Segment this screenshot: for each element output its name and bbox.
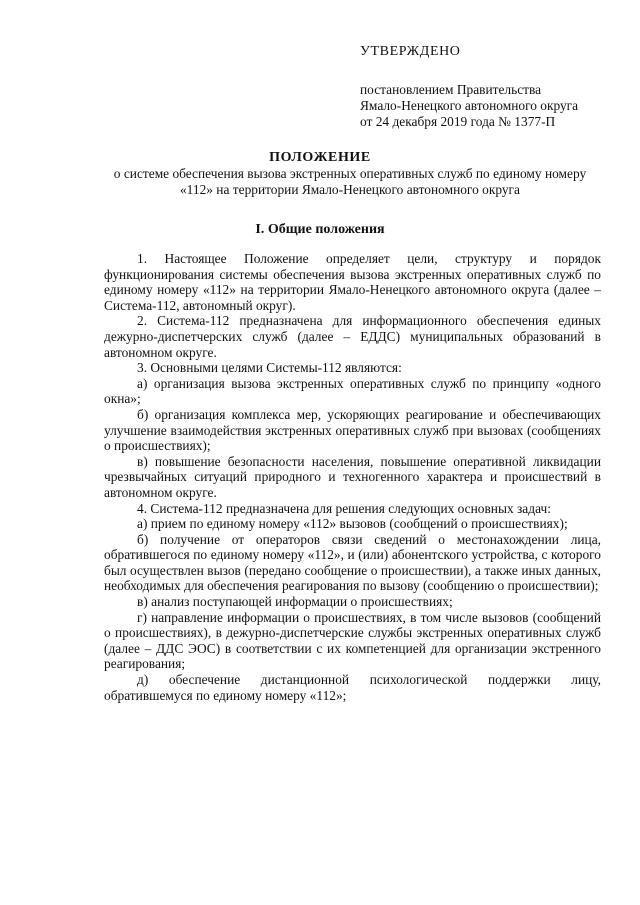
section-title: I. Общие положения — [255, 222, 385, 237]
paragraph: 1. Настоящее Положение определяет цели, структуру и порядок функционирования системы обеспечения вызова экстренных оперативных служб по единому номеру «112» на территории Ямало-Ненецкого автономного округа (далее – Система-112, автономный округ). — [104, 251, 601, 313]
paragraph: в) повышение безопасности населения, повышение оперативной ликвидации чрезвычайных ситуаций природного и техногенного характера и происшествий в автономном округе. — [104, 453, 601, 500]
paragraph: 4. Система-112 предназначена для решения следующих основных задач: — [137, 500, 551, 516]
paragraph: д) обеспечение дистанционной психологической поддержки лицу, обратившемуся по единому номеру «112»; — [104, 672, 601, 703]
paragraph: а) прием по единому номеру «112» вызовов (сообщений о происшествиях); — [137, 516, 568, 532]
paragraph: а) организация вызова экстренных оперативных служб по принципу «одного окна»; — [104, 375, 601, 407]
approval-block — [360, 44, 620, 130]
paragraph: б) получение от операторов связи сведений о местонахождении лица, обратившегося по единому номеру «112», и (или) абонентского устройства, с которого был осуществлен вызов (передано сообщение о происшествии), а также иных данных, необходимых для обеспечения реагирования по вызову (сообщению о происшествии); — [104, 531, 601, 594]
approval-heading: УТВЕРЖДЕНО — [360, 44, 461, 59]
paragraph: г) направление информации о происшествиях, в том числе вызовов (сообщений о происшествиях), в дежурно-диспетчерские службы экстренных оперативных служб (далее – ДДС ЭОС) в соответствии с их компетенцией для организации экстренного реагирования; — [104, 609, 601, 672]
document-title: ПОЛОЖЕНИЕ — [269, 150, 371, 165]
paragraph: 3. Основными целями Системы-112 являются: — [137, 360, 402, 376]
approval-line: от 24 декабря 2019 года № 1377-П — [360, 114, 556, 129]
paragraph: б) организация комплекса мер, ускоряющих реагирование и обеспечивающих улучшение взаимодействия экстренных оперативных служб при вызовах (сообщениях о происшествиях); — [104, 406, 601, 454]
paragraph: 2. Система-112 предназначена для информационного обеспечения единых дежурно-диспетчерских служб (далее – ЕДДС) муниципальных образований в автономном округе. — [104, 313, 601, 360]
paragraph: в) анализ поступающей информации о происшествиях; — [137, 594, 453, 610]
document-subtitle: о системе обеспечения вызова экстренных оперативных служб по единому номеру «112» на территории Ямало-Ненецкого автономного округа — [113, 166, 587, 197]
approval-line: Ямало-Ненецкого автономного округа — [360, 98, 579, 113]
document-body — [104, 251, 601, 703]
approval-line: постановлением Правительства — [360, 82, 542, 97]
